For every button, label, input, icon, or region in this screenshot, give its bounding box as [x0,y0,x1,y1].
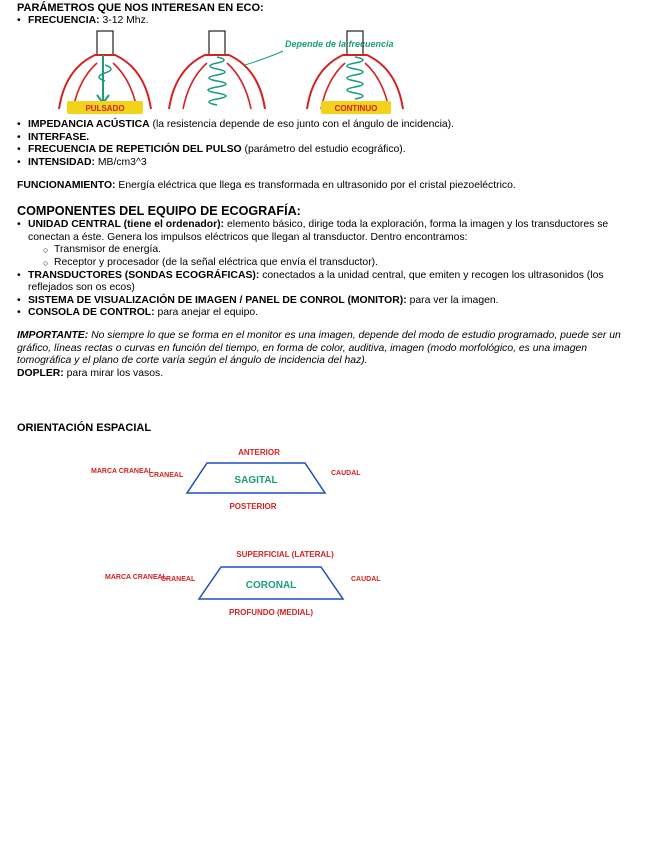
bullet-icon: • [17,144,21,156]
sagital-diagram [83,443,443,523]
orientacion-heading: ORIENTACIÓN ESPACIAL [17,422,152,435]
sagital-center-label: SAGITAL [234,474,278,486]
importante-text: No siempre lo que se forma en el monitor es una imagen, depende del modo de estudio programado, puede ser un gráfico, líneas rectas o curvas en función del tiempo, en forma de color, auditiva, imagen (modo morfológico, es una imagen tomográfica y el plano de corte varía según el ángulo de incidencia del haz). [17,329,621,367]
unidad-label: UNIDAD CENTRAL (tiene el ordenador): [28,219,225,231]
coronal-top-label: SUPERFICIAL (LATERAL) [236,549,334,559]
interfase-label: INTERFASE. [28,131,90,143]
sistema-label: SISTEMA DE VISUALIZACIÓN DE IMAGEN / PANEL DE CONROL (MONITOR): [28,294,407,306]
note-frecuencia: Depende de la frecuencia [285,39,394,50]
funcionamiento-text: Energía eléctrica que llega es transformada en ultrasonido por el cristal piezoeléctrico. [118,179,516,191]
frp-text: (parámetro del estudio ecográfico). [244,144,406,156]
sagital-left-label: CRANEAL [149,471,184,479]
transductores-text: conectados a la unidad central, que emiten y recogen los ultrasonidos (los reflejados son os ecos) [28,269,604,294]
frecuencia-value: 3-12 Mhz. [102,14,149,26]
sistema-text: para ver la imagen. [409,294,499,306]
dopler-label: DOPLER: [17,367,64,379]
componente-unidad-central [17,219,632,244]
coronal-left-label: CRANEAL [161,575,196,583]
bullet-icon: • [17,131,21,143]
bullet-icon: • [17,219,21,231]
funcionamiento-label: FUNCIONAMIENTO: [17,179,116,191]
circle-bullet-icon: ○ [43,257,49,268]
circle-bullet-icon: ○ [43,245,49,256]
componentes-heading: COMPONENTES DEL EQUIPO DE ECOGRAFÍA: [17,204,301,219]
coronal-center-label: CORONAL [245,579,297,591]
impedancia-text: (la resistencia depende de eso junto con el ángulo de incidencia). [152,119,455,131]
bullet-icon: • [17,307,21,319]
intensidad-label: INTENSIDAD: [28,156,95,168]
dopler-text: para mirar los vasos. [66,367,164,379]
label-pulsado: PULSADO [85,104,125,114]
sagital-bottom-label: POSTERIOR [229,501,277,511]
transductores-label: TRANSDUCTORES (SONDAS ECOGRÁFICAS): [28,269,260,281]
coronal-diagram [95,545,475,627]
sagital-marca-label: MARCA CRANEAL [91,467,153,475]
bullet-icon: • [17,119,21,131]
param-impedancia [17,119,632,132]
consola-text: para anejar el equipo. [157,307,259,319]
componente-consola [17,307,632,320]
label-continuo: CONTINUO [334,104,378,114]
param-intensidad [17,157,632,170]
document-page [17,0,632,627]
importante-label: IMPORTANTE: [17,329,89,341]
subitem-transmisor [17,244,632,257]
impedancia-label: IMPEDANCIA ACÚSTICA [28,119,150,131]
coronal-marca-label: MARCA CRANEAL [105,573,167,581]
param-frecuencia [17,15,632,28]
dopler-paragraph [17,368,632,381]
transducer-figure [45,29,465,115]
consola-label: CONSOLA DE CONTROL: [28,307,155,319]
importante-paragraph [17,330,632,368]
componente-transductores [17,270,632,295]
sagital-right-label: CAUDAL [331,469,361,477]
frecuencia-label: FRECUENCIA: [28,14,100,26]
funcionamiento-paragraph [17,180,632,193]
intensidad-value: MB/cm3^3 [97,156,147,168]
coronal-bottom-label: PROFUNDO (MEDIAL) [229,607,313,617]
bullet-icon: • [17,294,21,306]
transducer-medio [169,31,265,109]
sagital-top-label: ANTERIOR [238,447,280,457]
frp-label: FRECUENCIA DE REPETICIÓN DEL PULSO [28,144,242,156]
bullet-icon: • [17,269,21,281]
param-interfase [17,132,632,145]
subitem-receptor [17,257,632,270]
bullet-icon: • [17,14,21,26]
componente-sistema [17,295,632,308]
sub1-text: Transmisor de energía. [54,244,162,256]
transducer-pulsado [59,31,151,114]
coronal-right-label: CAUDAL [351,575,381,583]
param-frp [17,144,632,157]
unidad-text: elemento básico, dirige toda la exploración, forma la imagen y los transductores se conectan a éste. Genera los impulsos eléctricos que llegan al transductor. Dentro encontramos: [28,219,609,243]
section-title-parametros: PARÁMETROS QUE NOS INTERESAN EN ECO: [17,2,264,14]
sub2-text: Receptor y procesador (de la señal eléctrica que envía el transductor). [54,256,379,268]
bullet-icon: • [17,156,21,168]
